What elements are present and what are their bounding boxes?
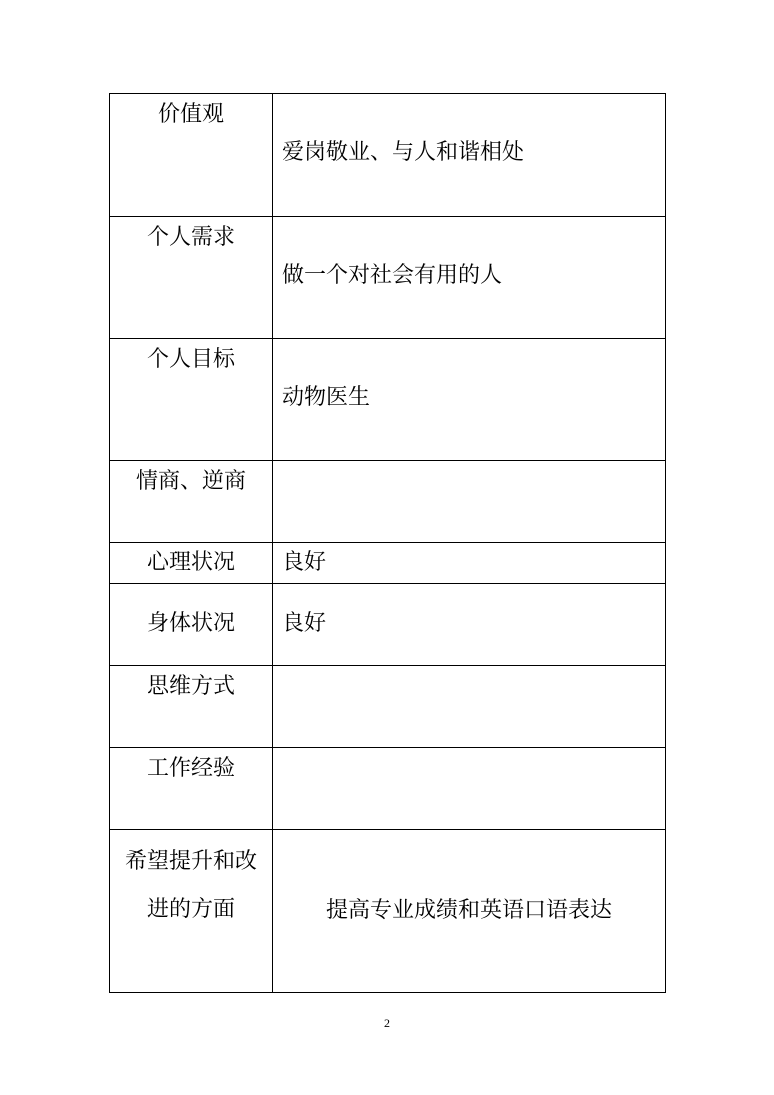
table-row (110, 461, 666, 543)
row-value-cell (273, 584, 666, 666)
row-label: 思维方式 (146, 674, 235, 699)
row-label: 个人目标 (146, 347, 235, 372)
table-row (110, 339, 666, 461)
table-row (110, 830, 666, 993)
row-value: 提高专业成绩和英语口语表达 (325, 897, 612, 923)
row-label: 身体状况 (146, 611, 235, 637)
row-label-cell (110, 461, 273, 543)
row-value-cell (273, 748, 666, 830)
profile-table (109, 93, 666, 993)
table-row (110, 217, 666, 339)
table-row (110, 666, 666, 748)
table-row (110, 584, 666, 666)
row-label: 工作经验 (146, 756, 235, 781)
row-value: 做一个对社会有用的人 (282, 263, 503, 288)
table-row (110, 748, 666, 830)
table-row (110, 543, 666, 584)
row-value-cell (273, 94, 666, 217)
row-value-cell (273, 339, 666, 461)
row-value: 爱岗敬业、与人和谐相处 (282, 140, 525, 165)
row-label-cell (110, 217, 273, 339)
row-value: 良好 (282, 549, 327, 575)
row-label-cell (110, 94, 273, 217)
row-value: 良好 (282, 611, 327, 637)
row-value-cell (273, 666, 666, 748)
row-label: 情商、逆商 (135, 469, 246, 494)
table-row (110, 94, 666, 217)
page-number: 2 (384, 1016, 390, 1030)
row-label: 个人需求 (146, 225, 235, 250)
row-label-cell (110, 666, 273, 748)
row-value-cell (273, 830, 666, 993)
row-label-cell (110, 339, 273, 461)
row-value-cell (273, 461, 666, 543)
row-label-cell (110, 584, 273, 666)
row-label-cell (110, 748, 273, 830)
row-label: 心理状况 (146, 549, 235, 575)
row-label: 价值观 (157, 102, 224, 127)
row-label-cell (110, 543, 273, 584)
row-value: 动物医生 (282, 385, 371, 410)
row-label-cell (110, 830, 273, 993)
row-value-cell (273, 217, 666, 339)
row-label: 希望提升和改进的方面 (124, 849, 257, 922)
row-value-cell (273, 543, 666, 584)
